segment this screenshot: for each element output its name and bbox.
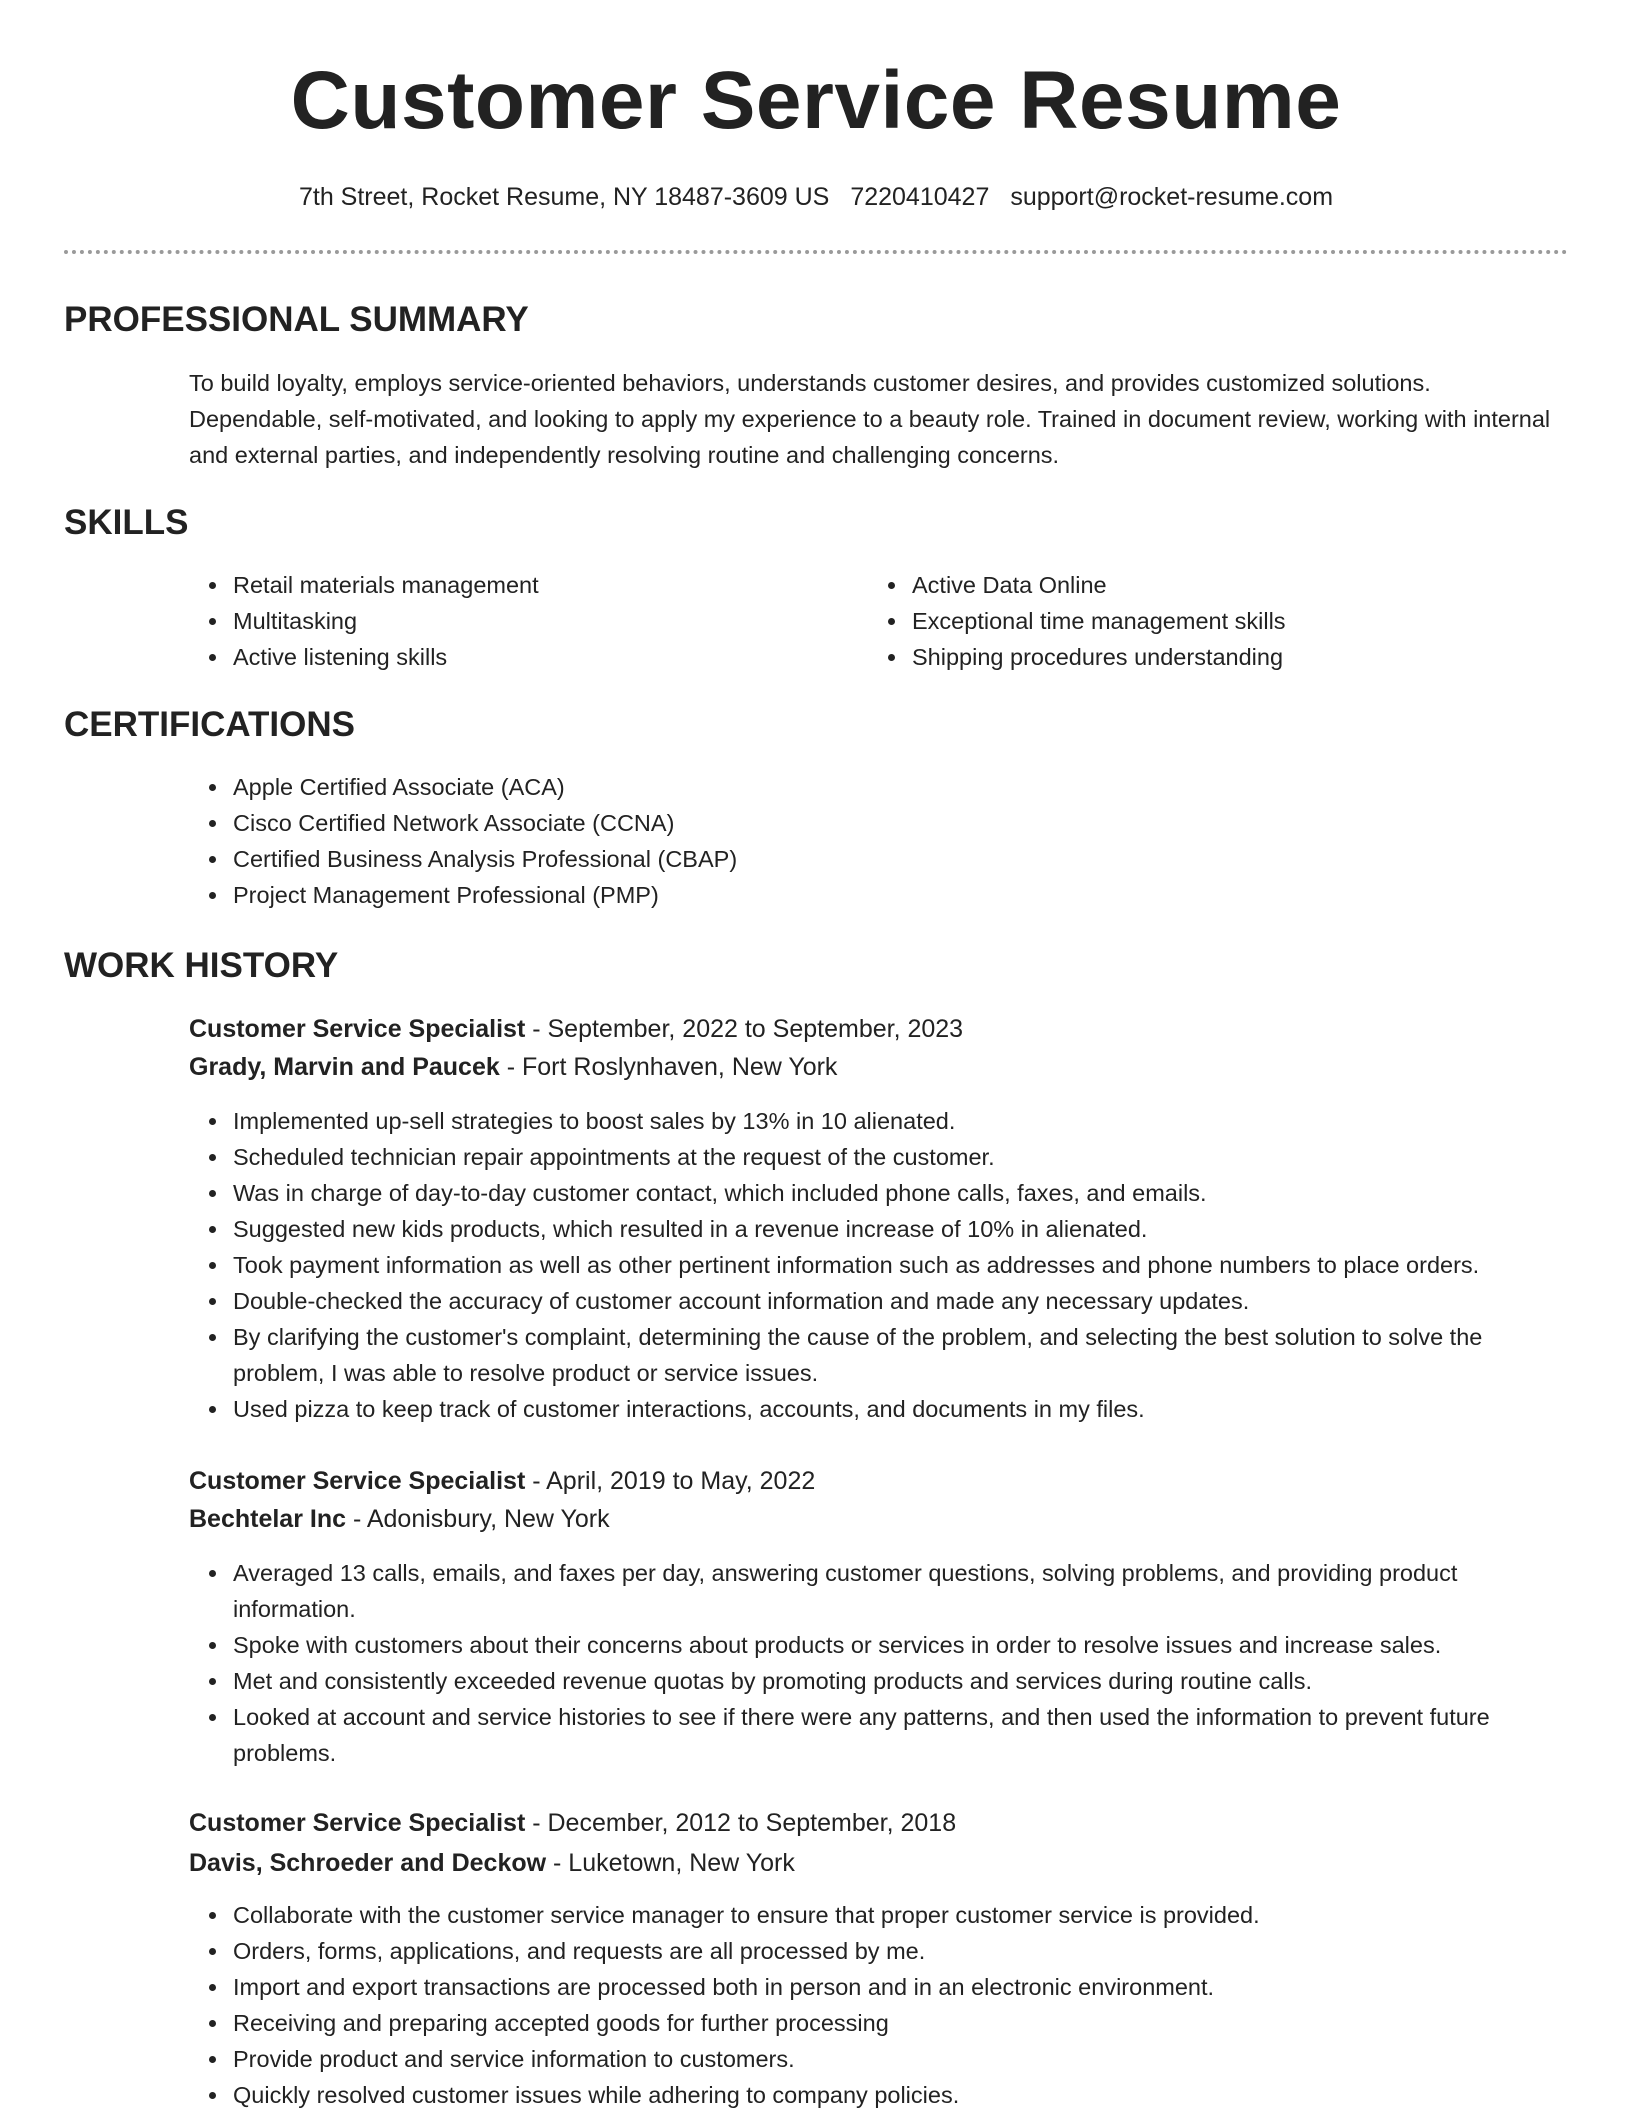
summary-text: To build loyalty, employs service-oriented behaviors, understands customer desires, and provides customized solutions. Dependable, self-motivated, and looking to apply my experience to a beauty role. Trained in document review, working with internal and external parties, and independently resolving routine and challenging concerns. xyxy=(189,370,1551,468)
list-item: Retail materials management xyxy=(189,567,849,603)
list-item: Spoke with customers about their concerns about products or services in order to resolve issues and increase sales. xyxy=(189,1627,1569,1663)
list-item: Import and export transactions are processed both in person and in an electronic environment. xyxy=(189,1969,1569,2005)
skills-list-right xyxy=(868,567,1568,675)
job-bullets xyxy=(189,1103,1569,1427)
contact-email: support@rocket-resume.com xyxy=(1010,183,1334,211)
job-company: Grady, Marvin and Paucek xyxy=(189,1053,500,1081)
summary-heading: PROFESSIONAL SUMMARY xyxy=(64,300,529,339)
job-title: Customer Service Specialist xyxy=(189,1015,526,1043)
job-location: - Fort Roslynhaven, New York xyxy=(499,1053,838,1081)
contact-phone: 7220410427 xyxy=(850,183,990,211)
job-company-line xyxy=(189,1844,795,1882)
list-item: Suggested new kids products, which resulted in a revenue increase of 10% in alienated. xyxy=(189,1211,1569,1247)
list-item: Project Management Professional (PMP) xyxy=(189,877,1569,913)
job-dates: - April, 2019 to May, 2022 xyxy=(525,1467,816,1495)
resume-title: Customer Service Resume xyxy=(290,55,1342,146)
job-bullets xyxy=(189,1897,1569,2113)
list-item: Met and consistently exceeded revenue quotas by promoting products and services during routine calls. xyxy=(189,1663,1569,1699)
list-item: By clarifying the customer's complaint, determining the cause of the problem, and selecting the best solution to solve the problem, I was able to resolve product or service issues. xyxy=(189,1319,1569,1391)
job-bullets xyxy=(189,1555,1569,1771)
job-company-line xyxy=(189,1500,610,1538)
list-item: Double-checked the accuracy of customer account information and made any necessary updates. xyxy=(189,1283,1569,1319)
contact-line xyxy=(0,182,1632,212)
list-item: Active Data Online xyxy=(868,567,1568,603)
job-location: - Luketown, New York xyxy=(546,1849,795,1877)
job-company: Davis, Schroeder and Deckow xyxy=(189,1849,547,1877)
job-title: Customer Service Specialist xyxy=(189,1467,526,1495)
list-item: Certified Business Analysis Professional (CBAP) xyxy=(189,841,1569,877)
list-item: Exceptional time management skills xyxy=(868,603,1568,639)
list-item: Averaged 13 calls, emails, and faxes per day, answering customer questions, solving problems, and providing product information. xyxy=(189,1555,1569,1627)
list-item: Orders, forms, applications, and requests are all processed by me. xyxy=(189,1933,1569,1969)
job-location: - Adonisbury, New York xyxy=(346,1505,610,1533)
job-title-line xyxy=(189,1804,956,1842)
list-item: Used pizza to keep track of customer interactions, accounts, and documents in my files. xyxy=(189,1391,1569,1427)
list-item: Quickly resolved customer issues while adhering to company policies. xyxy=(189,2077,1569,2113)
list-item: Looked at account and service histories to see if there were any patterns, and then used the information to prevent future problems. xyxy=(189,1699,1569,1771)
certifications-heading: CERTIFICATIONS xyxy=(64,705,356,744)
list-item: Took payment information as well as other pertinent information such as addresses and phone numbers to place orders. xyxy=(189,1247,1569,1283)
certifications-list xyxy=(189,769,1569,913)
list-item: Multitasking xyxy=(189,603,849,639)
list-item: Scheduled technician repair appointments at the request of the customer. xyxy=(189,1139,1569,1175)
job-company: Bechtelar Inc xyxy=(189,1505,347,1533)
job-title-line xyxy=(189,1462,815,1500)
contact-address: 7th Street, Rocket Resume, NY 18487-3609 US xyxy=(298,183,830,211)
list-item: Cisco Certified Network Associate (CCNA) xyxy=(189,805,1569,841)
skills-heading: SKILLS xyxy=(64,503,189,542)
list-item: Apple Certified Associate (ACA) xyxy=(189,769,1569,805)
list-item: Active listening skills xyxy=(189,639,849,675)
header-divider xyxy=(64,250,1568,254)
list-item: Provide product and service information to customers. xyxy=(189,2041,1569,2077)
job-title-line xyxy=(189,1010,963,1048)
list-item: Collaborate with the customer service manager to ensure that proper customer service is provided. xyxy=(189,1897,1569,1933)
list-item: Was in charge of day-to-day customer contact, which included phone calls, faxes, and emails. xyxy=(189,1175,1569,1211)
job-company-line xyxy=(189,1048,837,1086)
list-item: Implemented up-sell strategies to boost sales by 13% in 10 alienated. xyxy=(189,1103,1569,1139)
list-item: Receiving and preparing accepted goods for further processing xyxy=(189,2005,1569,2041)
job-title: Customer Service Specialist xyxy=(189,1809,526,1837)
job-dates: - September, 2022 to September, 2023 xyxy=(525,1015,964,1043)
skills-list-left xyxy=(189,567,849,675)
list-item: Shipping procedures understanding xyxy=(868,639,1568,675)
job-dates: - December, 2012 to September, 2018 xyxy=(525,1809,957,1837)
work-history-heading: WORK HISTORY xyxy=(64,946,339,985)
